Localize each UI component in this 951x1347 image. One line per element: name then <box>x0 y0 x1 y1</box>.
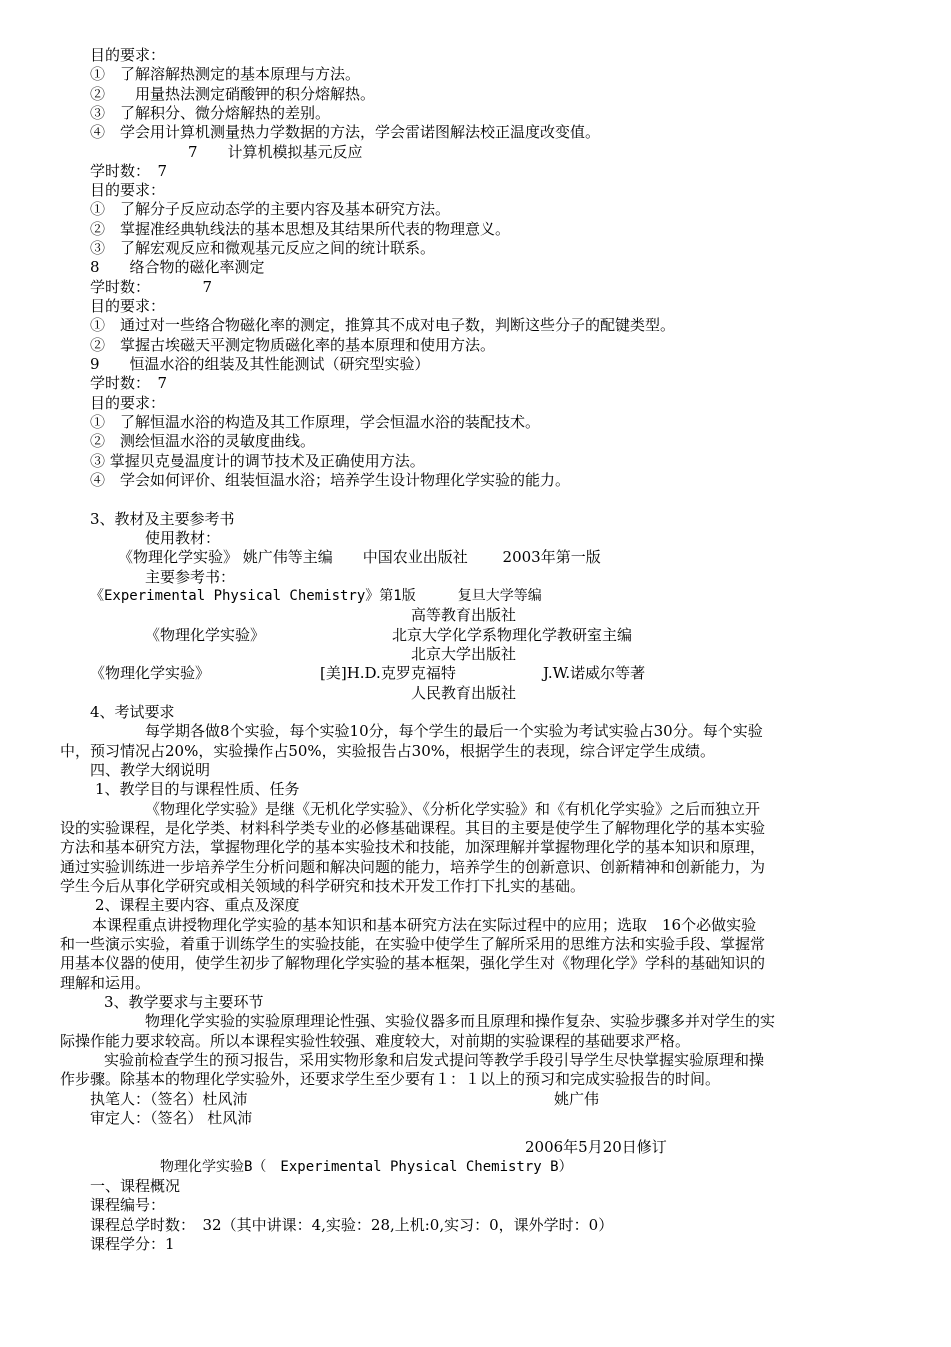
text-line: ① 了解恒温水浴的构造及其工作原理，学会恒温水浴的装配技术。 <box>90 413 541 431</box>
text-line: 《物理化学实验》是继《无机化学实验》、《分析化学实验》和《有机化学实验》之后而独立开 <box>145 800 761 818</box>
author-name: 姚广伟 <box>554 1090 600 1108</box>
text-line: ③ 掌握贝克曼温度计的调节技术及正确使用方法。 <box>90 452 425 470</box>
text-line: ① 通过对一些络合物磁化率的测定，推算其不成对电子数，判断这些分子的配键类型。 <box>90 316 676 334</box>
text-line: 《物理化学实验》 姚广伟等主编 中国农业出版社 2003年第一版 <box>118 548 601 566</box>
reviewer-line: 审定人：（签名） 杜风沛 <box>90 1109 253 1127</box>
text-line: 《Experimental Physical Chemistry》第1版 复旦大学等编 <box>90 588 542 604</box>
text-line: 物理化学实验的实验原理理论性强、实验仪器多而且原理和操作复杂、实验步骤多并对学生的实 <box>145 1012 776 1030</box>
section-heading: 3、教材及主要参考书 <box>90 510 235 528</box>
text-line: 用基本仪器的使用，使学生初步了解物理化学实验的基本框架，强化学生对《物理化学》学科的基础知识的 <box>60 954 766 972</box>
text-line: 际操作能力要求较高。所以本课程实验性较强、难度较大，对前期的实验课程的基础要求严格。 <box>60 1032 691 1050</box>
text-line: 本课程重点讲授物理化学实验的基本知识和基本研究方法在实际过程中的应用；选取 16个必做实验 <box>92 916 757 934</box>
text-line: 课程学分：1 <box>90 1235 175 1253</box>
text-line: ③ 了解积分、微分熔解热的差别。 <box>90 104 331 122</box>
text-line: 北京大学化学系物理化学教研室主编 <box>392 626 633 644</box>
text-line: ④ 学会如何评价、组装恒温水浴；培养学生设计物理化学实验的能力。 <box>90 471 571 489</box>
text-line: 通过实验训练进一步培养学生分析问题和解决问题的能力，培养学生的创新意识、创新精神和创新能力，为 <box>60 858 766 876</box>
text-line: 学生今后从事化学研究或相关领域的科学研究和技术开发工作打下扎实的基础。 <box>60 877 586 895</box>
text-line: 使用教材： <box>145 529 221 547</box>
text-line: ② 用量热法测定硝酸钾的积分熔解热。 <box>90 85 376 103</box>
text-line: 8 络合物的磁化率测定 <box>90 258 265 276</box>
text-line: 《物理化学实验》 <box>90 664 211 682</box>
text-line: ② 掌握准经典轨线法的基本思想及其结果所代表的物理意义。 <box>90 220 511 238</box>
section-heading: 四、教学大纲说明 <box>90 761 211 779</box>
text-line: ③ 了解宏观反应和微观基元反应之间的统计联系。 <box>90 239 436 257</box>
section-heading: 一、课程概况 <box>90 1177 181 1195</box>
text-line: 目的要求： <box>90 394 166 412</box>
text-line: 每学期各做8个实验，每个实验10分，每个学生的最后一个实验为考试实验占30分。每个实验 <box>145 722 763 740</box>
text-line: 7 计算机模拟基元反应 <box>188 143 363 161</box>
text-line: ④ 学会用计算机测量热力学数据的方法，学会雷诺图解法校正温度改变值。 <box>90 123 601 141</box>
revision-date: 2006年5月20日修订 <box>525 1138 667 1156</box>
text-line: 人民教育出版社 <box>411 684 517 702</box>
text-line: ② 测绘恒温水浴的灵敏度曲线。 <box>90 432 316 450</box>
text-line: 学时数： 7 <box>90 278 213 296</box>
text-line: 中，预习情况占20%，实验操作占50%，实验报告占30%，根据学生的表现，综合评定学生成绩。 <box>60 742 716 760</box>
section-heading: 4、考试要求 <box>90 703 175 721</box>
section-heading: 3、教学要求与主要环节 <box>104 993 264 1011</box>
text-line: 实验前检查学生的预习报告，采用实物形象和启发式提问等教学手段引导学生尽快掌握实验原理和操 <box>104 1051 765 1069</box>
author-line: 执笔人：（签名）杜风沛 <box>90 1090 248 1108</box>
text-line: 方法和基本研究方法，掌握物理化学的基本实验技术和技能，加深理解并掌握物理化学的基本知识和原理， <box>60 838 766 856</box>
text-line: 和一些演示实验，着重于训练学生的实验技能，在实验中使学生了解所采用的思维方法和实验手段、掌握常 <box>60 935 766 953</box>
text-line: 目的要求： <box>90 46 166 64</box>
text-line: 设的实验课程，是化学类、材料科学类专业的必修基础课程。其目的主要是使学生了解物理化学的基本实验 <box>60 819 766 837</box>
text-line: 理解和运用。 <box>60 974 151 992</box>
text-line: ② 掌握古埃磁天平测定物质磁化率的基本原理和使用方法。 <box>90 336 496 354</box>
text-line: 北京大学出版社 <box>411 645 517 663</box>
text-line: J.W.诺威尔等著 <box>543 664 646 682</box>
section-heading: 1、教学目的与课程性质、任务 <box>95 780 300 798</box>
text-line: 9 恒温水浴的组装及其性能测试（研究型实验） <box>90 355 430 373</box>
text-line: 学时数： 7 <box>90 374 168 392</box>
text-line: 目的要求： <box>90 297 166 315</box>
text-line: 主要参考书： <box>145 568 236 586</box>
text-line: 目的要求： <box>90 181 166 199</box>
text-line: ① 了解分子反应动态学的主要内容及基本研究方法。 <box>90 200 451 218</box>
text-line: 课程编号： <box>90 1196 166 1214</box>
text-line: 高等教育出版社 <box>411 606 517 624</box>
text-line: 作步骤。除基本的物理化学实验外，还要求学生至少要有１：１以上的预习和完成实验报告的时间。 <box>60 1070 721 1088</box>
text-line: 课程总学时数： 32（其中讲课：4,实验：28,上机:0,实习：0，课外学时：0） <box>90 1216 614 1234</box>
text-line: 学时数： 7 <box>90 162 168 180</box>
text-line: 《物理化学实验》 <box>145 626 266 644</box>
section-heading: 2、课程主要内容、重点及深度 <box>95 896 300 914</box>
course-title: 物理化学实验B（ Experimental Physical Chemistry B） <box>160 1159 573 1175</box>
text-line: [美]H.D.克罗克福特 <box>320 664 456 682</box>
text-line: ① 了解溶解热测定的基本原理与方法。 <box>90 65 361 83</box>
